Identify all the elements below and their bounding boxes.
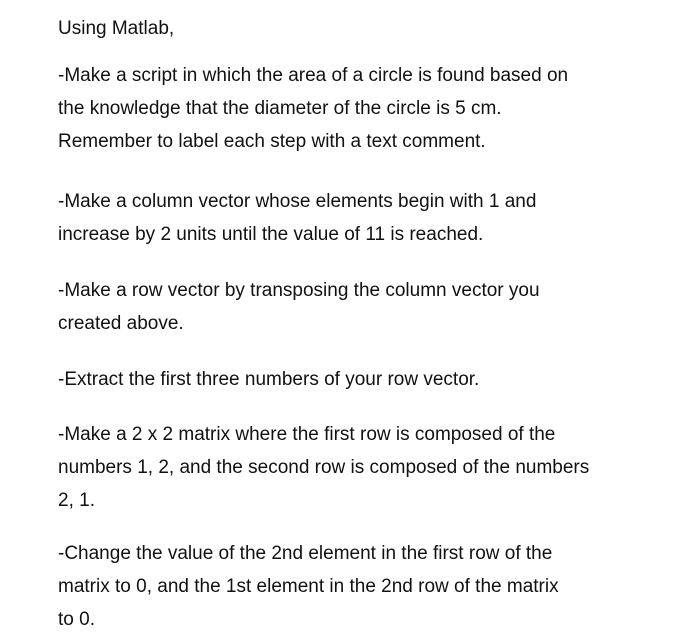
task-line: -Make a script in which the area of a circle is found based on xyxy=(58,65,569,86)
task-line: -Extract the first three numbers of your row vector. xyxy=(58,369,480,390)
document-heading: Using Matlab, xyxy=(58,18,175,39)
task-line: matrix to 0, and the 1st element in the 2nd row of the matrix xyxy=(58,576,559,597)
task-line: 2, 1. xyxy=(58,490,95,511)
task-line: -Change the value of the 2nd element in the first row of the xyxy=(58,543,553,564)
task-line: -Make a row vector by transposing the column vector you xyxy=(58,280,540,301)
task-line: the knowledge that the diameter of the circle is 5 cm. xyxy=(58,98,502,119)
task-paragraph-column-vector xyxy=(58,185,536,251)
task-paragraph-matrix xyxy=(58,418,589,517)
task-paragraph-change-matrix xyxy=(58,537,559,636)
task-line: Remember to label each step with a text comment. xyxy=(58,131,486,152)
task-paragraph-extract-numbers xyxy=(58,363,479,396)
task-line: created above. xyxy=(58,313,184,334)
task-line: -Make a column vector whose elements begin with 1 and xyxy=(58,191,537,212)
task-paragraph-circle-area xyxy=(58,59,568,158)
task-line: increase by 2 units until the value of 11 is reached. xyxy=(58,224,484,245)
task-line: numbers 1, 2, and the second row is composed of the numbers xyxy=(58,457,590,478)
task-paragraph-row-vector xyxy=(58,274,540,340)
task-line: -Make a 2 x 2 matrix where the first row is composed of the xyxy=(58,424,556,445)
task-line: to 0. xyxy=(58,609,95,630)
